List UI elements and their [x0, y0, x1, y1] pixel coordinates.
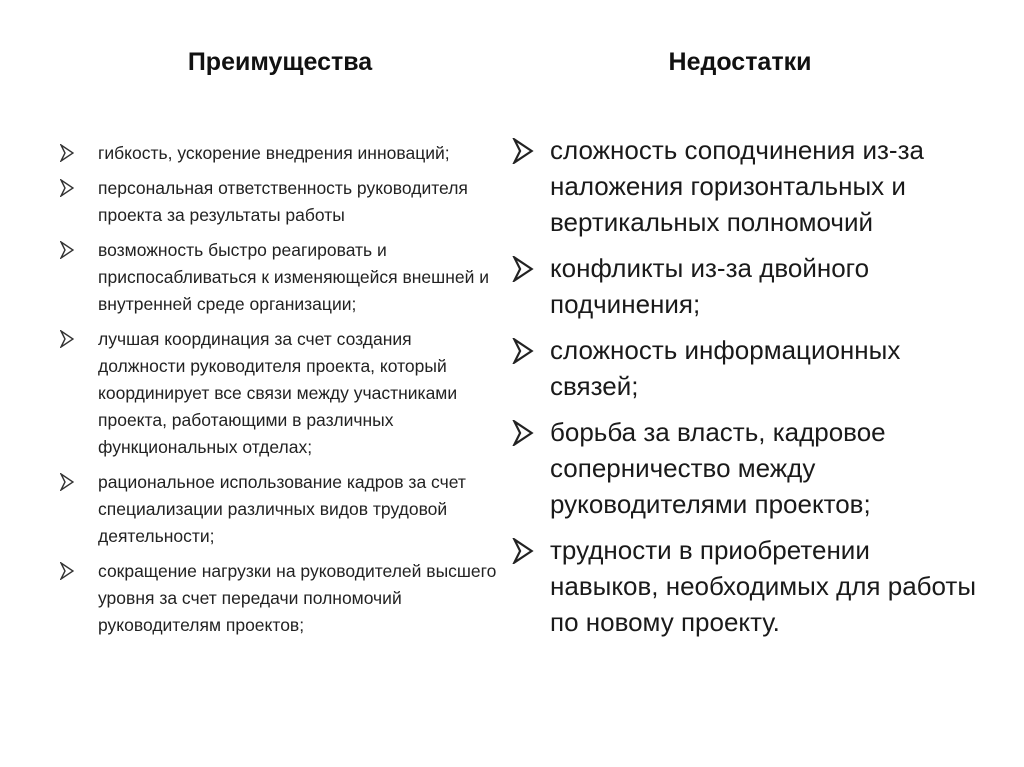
- advantage-text: персональная ответственность руководителя проекта за результаты работы: [98, 178, 468, 225]
- disadvantage-item: [512, 332, 982, 404]
- advantages-heading: Преимущества: [187, 48, 373, 76]
- disadvantages-heading: Недостатки: [668, 48, 812, 76]
- arrow-chevron-icon: [60, 179, 74, 197]
- advantage-item: [60, 469, 500, 550]
- advantages-list: [60, 140, 500, 647]
- advantage-item: [60, 140, 500, 167]
- arrow-chevron-icon: [60, 330, 74, 348]
- arrow-chevron-icon: [512, 256, 534, 282]
- arrow-chevron-icon: [512, 420, 534, 446]
- advantage-text: лучшая координация за счет создания должности руководителя проекта, который координирует все связи между участниками проекта, работающими в различных функциональных отделах;: [98, 329, 458, 457]
- advantage-item: [60, 558, 500, 639]
- disadvantage-text: конфликты из-за двойного подчинения;: [550, 253, 870, 319]
- arrow-chevron-icon: [60, 241, 74, 259]
- advantage-text: гибкость, ускорение внедрения инноваций;: [98, 143, 450, 163]
- disadvantage-item: [512, 414, 982, 522]
- advantage-text: сокращение нагрузки на руководителей высшего уровня за счет передачи полномочий руководителям проектов;: [98, 561, 497, 635]
- arrow-chevron-icon: [60, 562, 74, 580]
- advantage-item: [60, 237, 500, 318]
- disadvantages-list: [512, 132, 982, 650]
- arrow-chevron-icon: [512, 138, 534, 164]
- disadvantage-text: трудности в приобретении навыков, необходимых для работы по новому проекту.: [550, 535, 977, 637]
- disadvantage-text: сложность соподчинения из-за наложения горизонтальных и вертикальных полномочий: [550, 135, 924, 237]
- arrow-chevron-icon: [512, 538, 534, 564]
- advantage-text: возможность быстро реагировать и приспосабливаться к изменяющейся внешней и внутренней среде организации;: [98, 240, 490, 314]
- disadvantage-item: [512, 132, 982, 240]
- arrow-chevron-icon: [60, 144, 74, 162]
- arrow-chevron-icon: [60, 473, 74, 491]
- disadvantage-item: [512, 250, 982, 322]
- disadvantage-text: сложность информационных связей;: [550, 335, 901, 401]
- arrow-chevron-icon: [512, 338, 534, 364]
- advantage-item: [60, 326, 500, 461]
- disadvantage-text: борьба за власть, кадровое соперничество между руководителями проектов;: [550, 417, 886, 519]
- disadvantage-item: [512, 532, 982, 640]
- advantage-text: рациональное использование кадров за счет специализации различных видов трудовой деятельности;: [98, 472, 466, 546]
- advantage-item: [60, 175, 500, 229]
